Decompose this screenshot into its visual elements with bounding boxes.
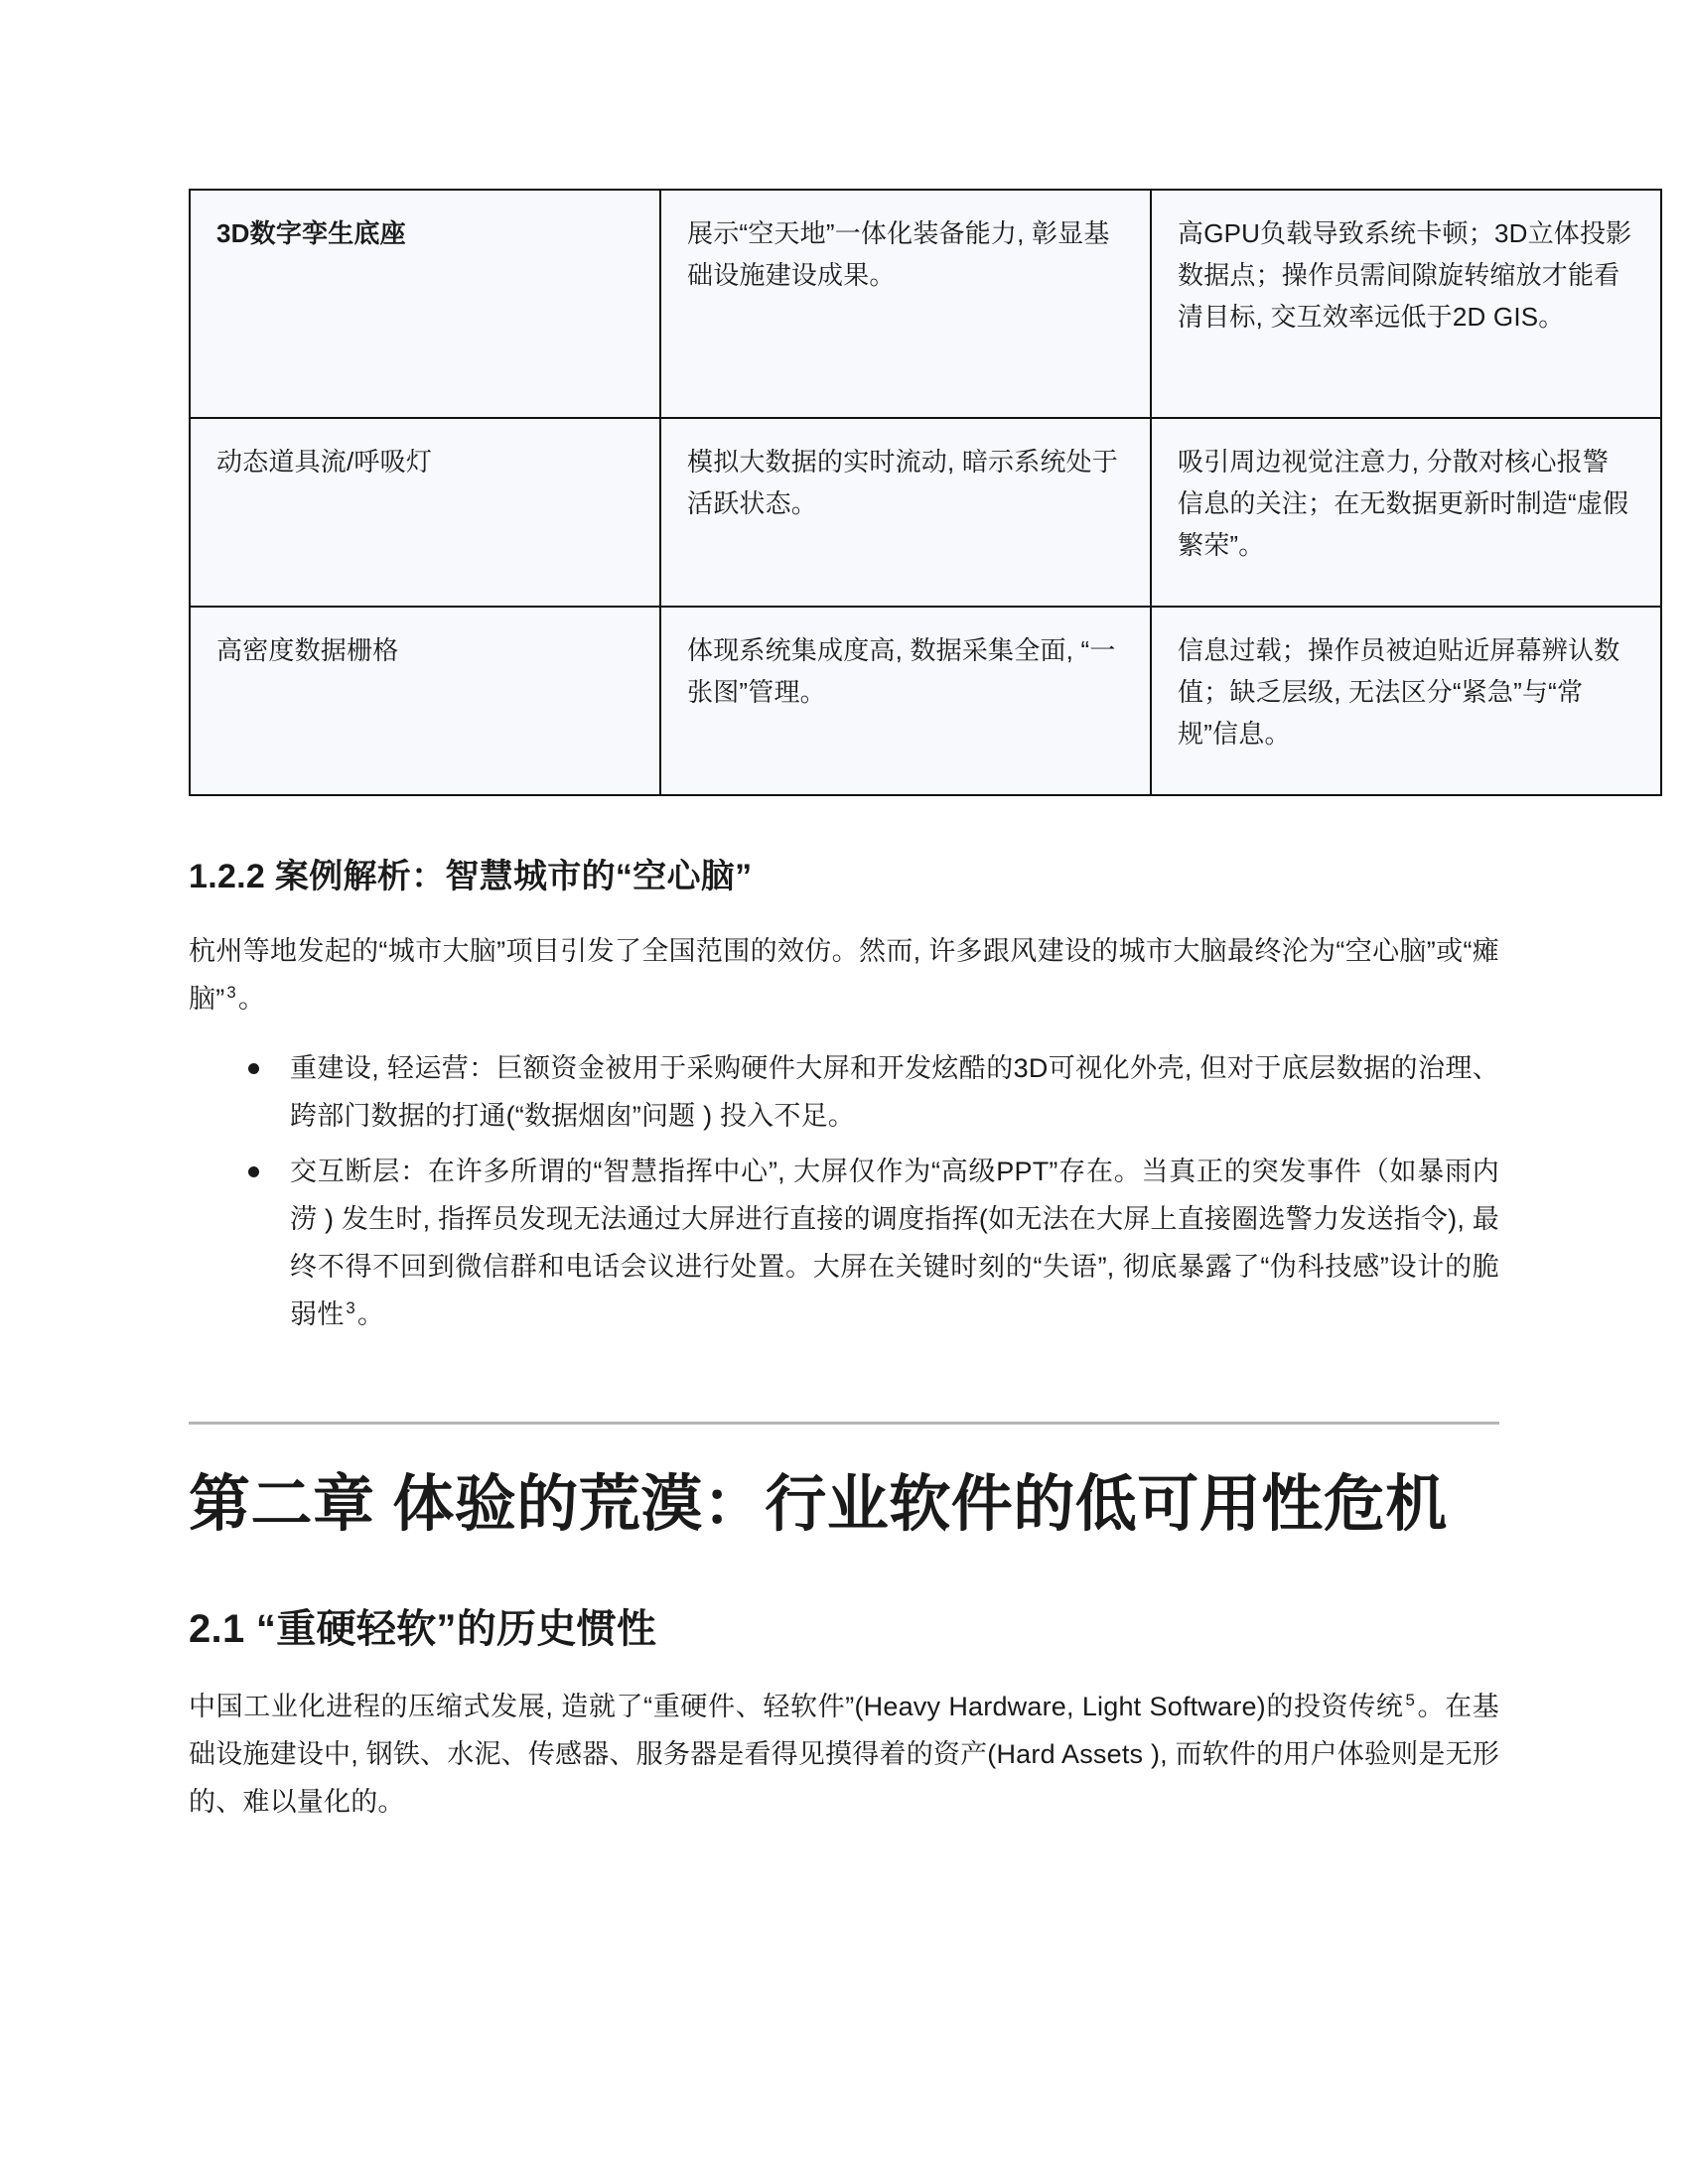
list-item xyxy=(246,1148,1499,1338)
list-item-tail: 。 xyxy=(356,1298,385,1329)
final-text-part1: 中国工业化进程的压缩式发展, 造就了“重硬件、轻软件”(Heavy Hardware, Light Software)的投资传统 xyxy=(189,1691,1404,1721)
sub-heading-case-study: 1.2.2 案例解析：智慧城市的“空心脑” xyxy=(189,858,753,895)
intro-text-tail: 。 xyxy=(237,983,266,1014)
footnote-ref: 3 xyxy=(226,982,236,1002)
table-cell-purpose xyxy=(660,418,1151,607)
table-row xyxy=(190,190,1661,418)
intro-paragraph xyxy=(189,927,1499,1023)
final-text-part2: 。在基础设施建设中, 钢铁、水泥、传感器、服务器是看得见摸得着的资产(Hard Assets ), 而软件的用户体验则是无形的、难以量化的。 xyxy=(189,1691,1499,1817)
case-study-bullet-list xyxy=(189,1044,1499,1338)
table-cell-purpose xyxy=(660,190,1151,418)
chapter-heading: 第二章 体验的荒漠：行业软件的低可用性危机 xyxy=(189,1469,1448,1539)
section-divider xyxy=(189,1422,1499,1425)
list-item xyxy=(246,1044,1499,1140)
intro-text: 杭州等地发起的“城市大脑”项目引发了全国范围的效仿。然而, 许多跟风建设的城市大脑最终沦为“空心脑”或“瘫脑” xyxy=(189,935,1499,1014)
section-heading: 2.1 “重硬轻软”的历史惯性 xyxy=(189,1606,657,1651)
element-purpose: 模拟大数据的实时流动, 暗示系统处于活跃状态。 xyxy=(687,447,1119,519)
table-row xyxy=(190,418,1661,607)
table-cell-problem xyxy=(1151,418,1661,607)
element-problem: 高GPU负载导致系统卡顿；3D立体投影数据点；操作员需间隙旋转缩放才能看清目标, 交互效率远低于2D GIS。 xyxy=(1178,218,1632,333)
element-problem: 信息过载；操作员被迫贴近屏幕辨认数值；缺乏层级, 无法区分“紧急”与“常规”信息。 xyxy=(1178,635,1620,750)
element-name: 3D数字孪生底座 xyxy=(216,218,406,248)
list-item-text: 交互断层：在许多所谓的“智慧指挥中心”, 大屏仅作为“高级PPT”存在。当真正的突发事件（如暴雨内涝 ) 发生时, 指挥员发现无法通过大屏进行直接的调度指挥(如无法在大屏上直接圈选警力发送指令), 最终不得不回到微信群和电话会议进行处置。大屏在关键时刻的“失语”, 彻底暴露了“伪科技感”设计的脆弱性 xyxy=(290,1156,1499,1329)
table-row xyxy=(190,607,1661,795)
element-purpose: 体现系统集成度高, 数据采集全面, “一张图”管理。 xyxy=(687,635,1116,708)
table-cell-element xyxy=(190,607,660,795)
visual-element-problem-table xyxy=(189,189,1662,796)
table-cell-problem xyxy=(1151,190,1661,418)
table-cell-element xyxy=(190,418,660,607)
footnote-ref: 5 xyxy=(1405,1690,1416,1709)
final-paragraph xyxy=(189,1683,1499,1826)
table-cell-problem xyxy=(1151,607,1661,795)
footnote-ref: 3 xyxy=(346,1297,355,1317)
list-item-text: 重建设, 轻运营：巨额资金被用于采购硬件大屏和开发炫酷的3D可视化外壳, 但对于底层数据的治理、跨部门数据的打通(“数据烟囱”问题 ) 投入不足。 xyxy=(290,1052,1499,1131)
element-name: 动态道具流/呼吸灯 xyxy=(216,447,433,477)
element-name: 高密度数据栅格 xyxy=(216,635,399,665)
element-problem: 吸引周边视觉注意力, 分散对核心报警信息的关注；在无数据更新时制造“虚假繁荣”。 xyxy=(1178,447,1629,561)
table-cell-purpose xyxy=(660,607,1151,795)
table-cell-element xyxy=(190,190,660,418)
element-purpose: 展示“空天地”一体化装备能力, 彰显基础设施建设成果。 xyxy=(687,218,1110,291)
